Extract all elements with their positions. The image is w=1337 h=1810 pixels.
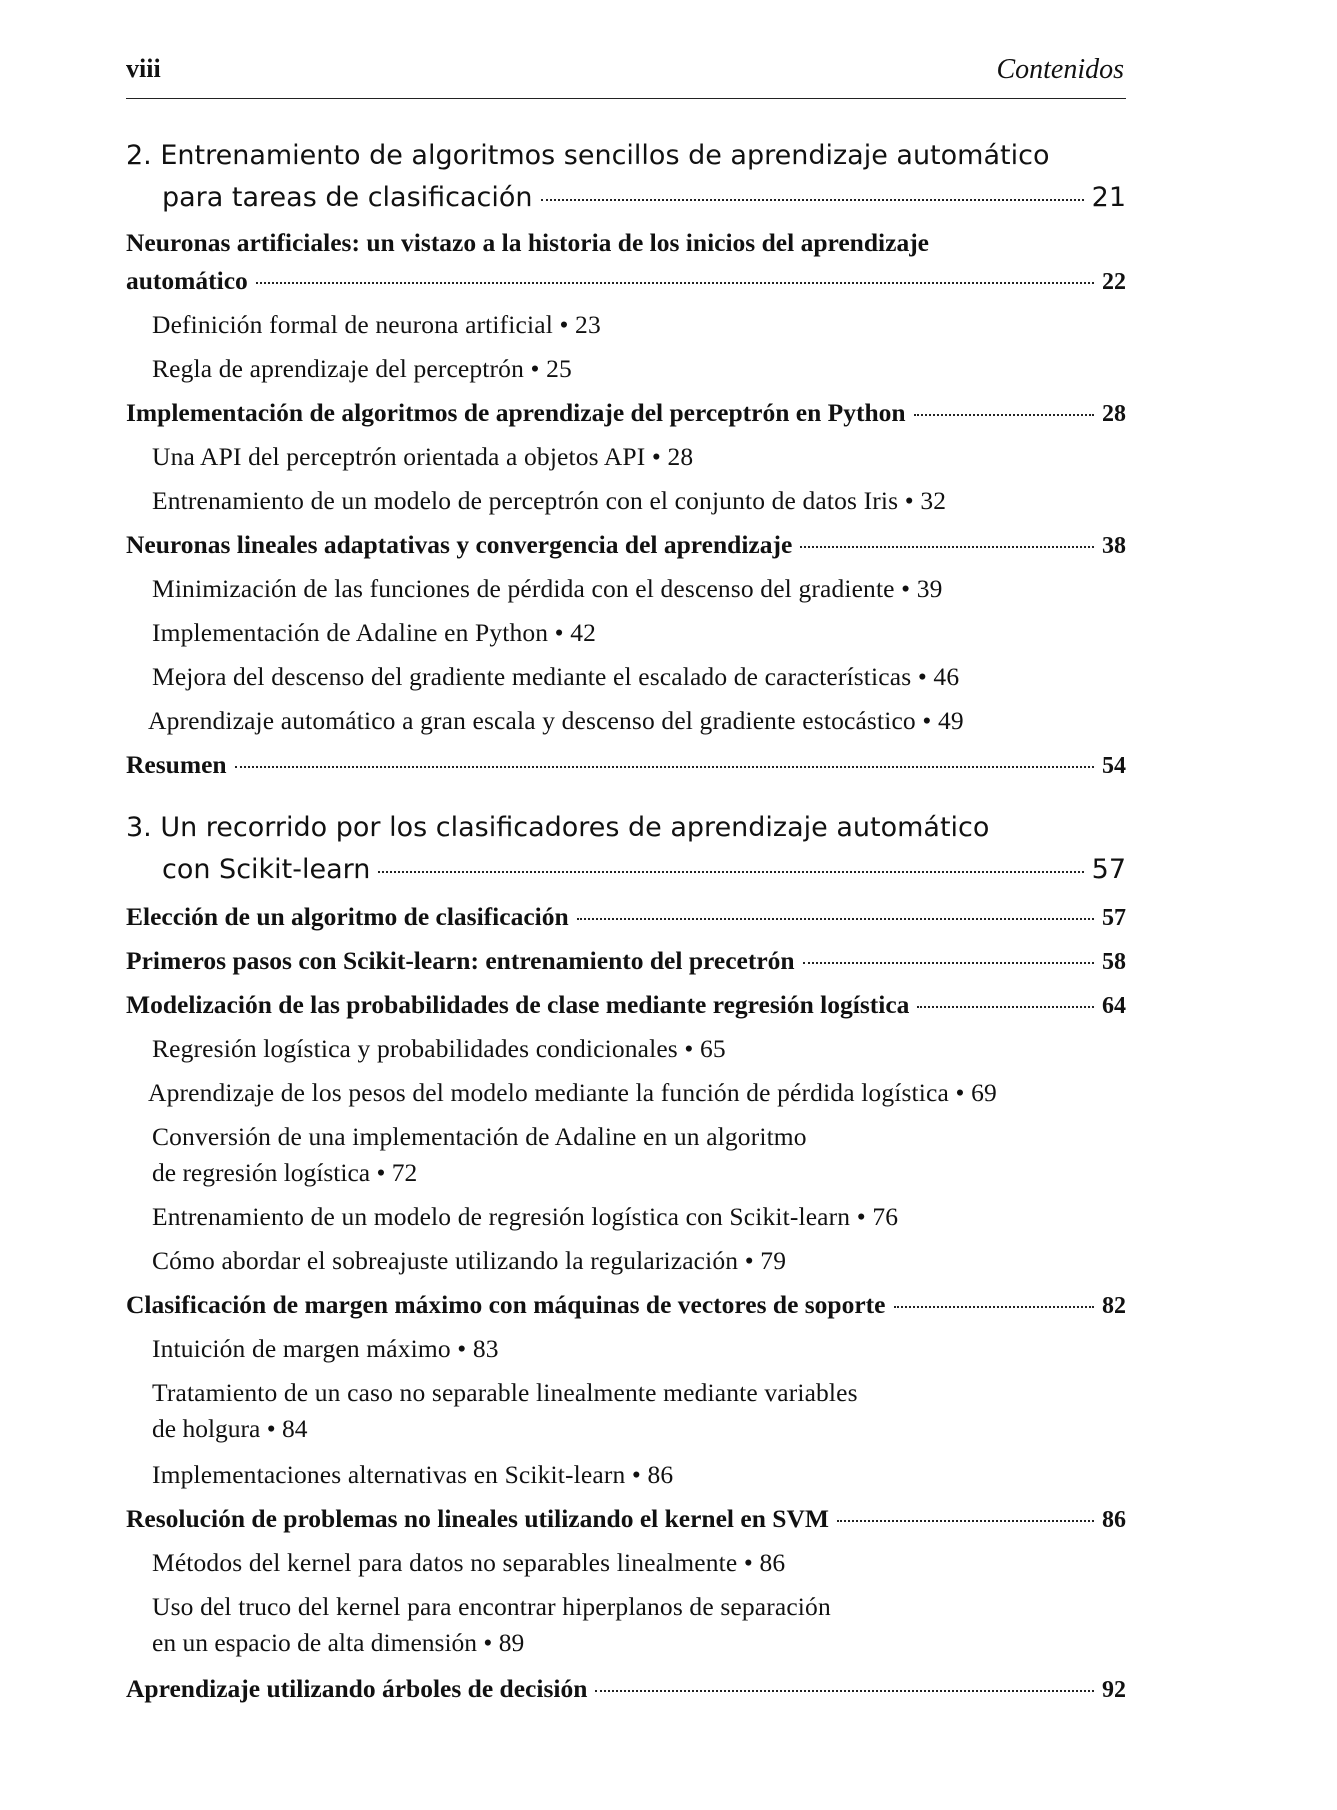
section-page: 86 [1102, 1507, 1126, 1533]
section-title-cont: automático [126, 266, 248, 295]
page-number: viii [126, 54, 161, 83]
section-page: 58 [1102, 949, 1126, 975]
section-title: Clasificación de margen máximo con máquinas de vectores de soporte [126, 1290, 886, 1319]
page-header [126, 48, 1126, 99]
section-neuronas-artificiales[interactable]: Neuronas artificiales: un vistazo a la historia de los inicios del aprendizaje [126, 228, 930, 257]
section-eleccion-algoritmo[interactable] [126, 902, 1126, 932]
section-neuronas-lineales[interactable] [126, 530, 1126, 560]
subsection-entry[interactable]: Implementación de Adaline en Python • 42 [152, 618, 597, 647]
section-neuronas-artificiales-entry[interactable] [126, 266, 1126, 296]
chapter-3-title-cont: con Scikit-learn [162, 854, 371, 885]
section-page: 54 [1102, 753, 1126, 779]
dot-leader [917, 1006, 1094, 1008]
section-arboles-decision[interactable] [126, 1674, 1126, 1704]
subsection-entry-cont: de regresión logística • 72 [152, 1158, 418, 1187]
dot-leader [577, 918, 1094, 920]
chapter-3-entry[interactable] [162, 854, 1126, 885]
dot-leader [541, 199, 1084, 201]
subsection-entry[interactable]: Cómo abordar el sobreajuste utilizando la regularización • 79 [152, 1246, 787, 1275]
chapter-3-page: 57 [1091, 854, 1126, 885]
subsection-entry[interactable]: Entrenamiento de un modelo de perceptrón con el conjunto de datos Iris • 32 [152, 486, 947, 515]
chapter-2-title-cont: para tareas de clasificación [162, 182, 533, 213]
subsection-entry[interactable]: Métodos del kernel para datos no separables linealmente • 86 [152, 1548, 786, 1577]
section-page: 22 [1102, 269, 1126, 295]
dot-leader [256, 282, 1094, 284]
section-title: Modelización de las probabilidades de clase mediante regresión logística [126, 990, 910, 1019]
chapter-2-entry[interactable] [162, 182, 1126, 213]
subsection-entry[interactable]: Una API del perceptrón orientada a objetos API • 28 [152, 442, 694, 471]
section-page: 38 [1102, 533, 1126, 559]
section-page: 28 [1102, 401, 1126, 427]
section-title: Elección de un algoritmo de clasificación [126, 902, 569, 931]
subsection-entry[interactable]: Mejora del descenso del gradiente mediante el escalado de características • 46 [152, 662, 960, 691]
subsection-entry[interactable]: Tratamiento de un caso no separable linealmente mediante variables [152, 1378, 858, 1407]
dot-leader [837, 1520, 1094, 1522]
section-page: 64 [1102, 993, 1126, 1019]
subsection-entry[interactable]: Minimización de las funciones de pérdida con el descenso del gradiente • 39 [152, 574, 943, 603]
section-margen-maximo[interactable] [126, 1290, 1126, 1320]
subsection-entry[interactable]: Intuición de margen máximo • 83 [152, 1334, 499, 1363]
section-implementacion-perceptron[interactable] [126, 398, 1126, 428]
running-head: Contenidos [996, 54, 1124, 85]
dot-leader [595, 1690, 1094, 1692]
subsection-entry-cont: en un espacio de alta dimensión • 89 [152, 1628, 525, 1657]
section-page: 82 [1102, 1293, 1126, 1319]
dot-leader [894, 1306, 1095, 1308]
dot-leader [378, 871, 1083, 873]
subsection-entry[interactable]: Regresión logística y probabilidades condicionales • 65 [152, 1034, 726, 1063]
section-primeros-pasos[interactable] [126, 946, 1126, 976]
section-title: Primeros pasos con Scikit-learn: entrenamiento del precetrón [126, 946, 795, 975]
section-title: Resolución de problemas no lineales utilizando el kernel en SVM [126, 1504, 829, 1533]
section-title: Implementación de algoritmos de aprendizaje del perceptrón en Python [126, 398, 906, 427]
subsection-entry[interactable]: Aprendizaje automático a gran escala y descenso del gradiente estocástico • 49 [148, 706, 964, 735]
section-page: 57 [1102, 905, 1126, 931]
dot-leader [914, 414, 1094, 416]
chapter-2-title[interactable]: 2. Entrenamiento de algoritmos sencillos de aprendizaje automático [126, 140, 1050, 171]
section-title: Aprendizaje utilizando árboles de decisión [126, 1674, 588, 1703]
dot-leader [800, 546, 1094, 548]
section-resumen[interactable] [126, 750, 1126, 780]
section-title: Resumen [126, 750, 227, 779]
subsection-entry[interactable]: Aprendizaje de los pesos del modelo mediante la función de pérdida logística • 69 [148, 1078, 997, 1107]
subsection-entry[interactable]: Regla de aprendizaje del perceptrón • 25 [152, 354, 572, 383]
chapter-3-title[interactable]: 3. Un recorrido por los clasificadores de aprendizaje automático [126, 812, 990, 843]
section-title: Neuronas lineales adaptativas y convergencia del aprendizaje [126, 530, 793, 559]
subsection-entry[interactable]: Conversión de una implementación de Adaline en un algoritmo [152, 1122, 807, 1151]
subsection-entry[interactable]: Entrenamiento de un modelo de regresión logística con Scikit-learn • 76 [152, 1202, 899, 1231]
dot-leader [803, 962, 1094, 964]
section-regresion-logistica[interactable] [126, 990, 1126, 1020]
subsection-entry-cont: de holgura • 84 [152, 1414, 308, 1443]
subsection-entry[interactable]: Definición formal de neurona artificial • 23 [152, 310, 601, 339]
subsection-entry[interactable]: Implementaciones alternativas en Scikit-learn • 86 [152, 1460, 674, 1489]
section-page: 92 [1102, 1677, 1126, 1703]
subsection-entry[interactable]: Uso del truco del kernel para encontrar hiperplanos de separación [152, 1592, 831, 1621]
chapter-2-page: 21 [1091, 182, 1126, 213]
dot-leader [235, 766, 1094, 768]
section-kernel-svm[interactable] [126, 1504, 1126, 1534]
